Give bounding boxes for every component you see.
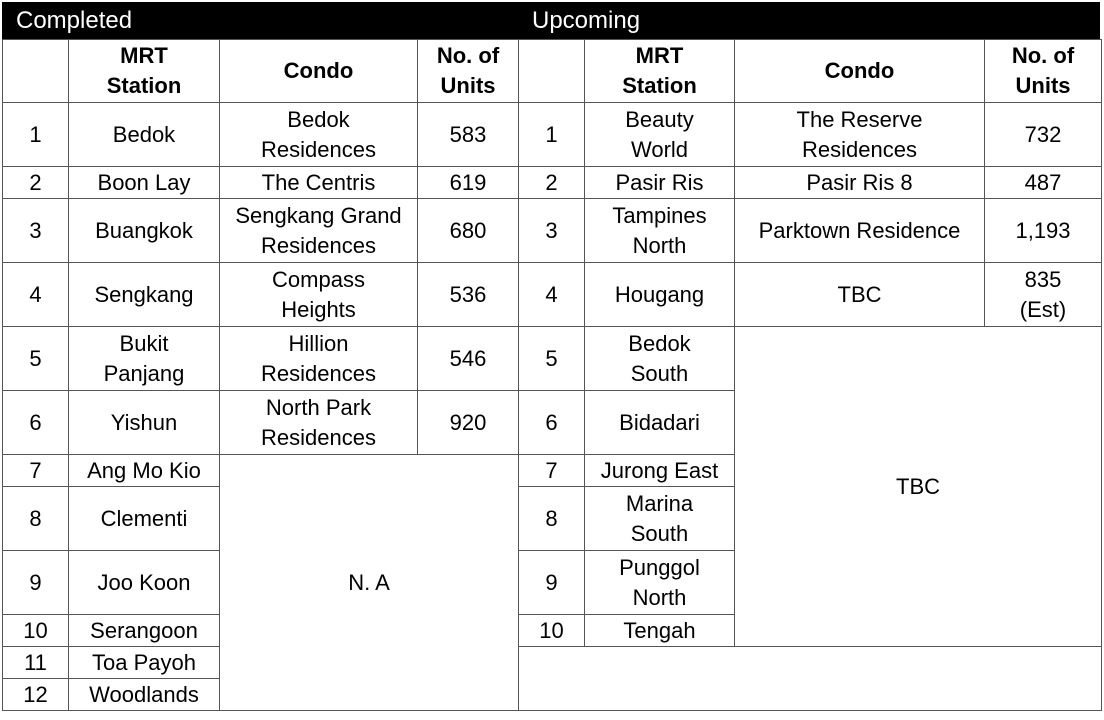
- upcoming-station-name: Bidadari: [585, 391, 735, 455]
- completed-station-name: Yishun: [69, 391, 220, 455]
- completed-row-number: 9: [3, 551, 69, 615]
- upcoming-condo-name: Pasir Ris 8: [735, 167, 985, 199]
- upcoming-row-number: 3: [519, 199, 585, 263]
- completed-unit-count: 680: [418, 199, 519, 263]
- upcoming-station-name: Beauty World: [585, 103, 735, 167]
- table-header-bar: [2, 2, 1100, 39]
- completed-row-number: 7: [3, 455, 69, 487]
- completed-station-name: Serangoon: [69, 615, 220, 647]
- table-row: [3, 647, 1102, 679]
- completed-unit-count: 619: [418, 167, 519, 199]
- completed-row-number: 10: [3, 615, 69, 647]
- completed-station-name: Woodlands: [69, 679, 220, 711]
- upcoming-row-number: 6: [519, 391, 585, 455]
- upcoming-row-number: 2: [519, 167, 585, 199]
- upcoming-row-number: 8: [519, 487, 585, 551]
- upcoming-row-number: 10: [519, 615, 585, 647]
- upcoming-units-header: No. of Units: [985, 40, 1102, 103]
- completed-condo-name: Compass Heights: [220, 263, 418, 327]
- table-row: [3, 263, 1102, 327]
- upcoming-condo-name: Parktown Residence: [735, 199, 985, 263]
- upcoming-unit-count: 732: [985, 103, 1102, 167]
- completed-row-number: 1: [3, 103, 69, 167]
- upcoming-station-name: Tengah: [585, 615, 735, 647]
- completed-row-number: 12: [3, 679, 69, 711]
- completed-station-name: Ang Mo Kio: [69, 455, 220, 487]
- completed-station-name: Sengkang: [69, 263, 220, 327]
- upcoming-row-number: 5: [519, 327, 585, 391]
- column-header-row: [3, 40, 1102, 103]
- completed-unit-count: 536: [418, 263, 519, 327]
- upcoming-row-number: 7: [519, 455, 585, 487]
- completed-row-number: 5: [3, 327, 69, 391]
- completed-row-number: 3: [3, 199, 69, 263]
- upcoming-station-name: Jurong East: [585, 455, 735, 487]
- completed-no-header: [3, 40, 69, 103]
- completed-condo-name: North Park Residences: [220, 391, 418, 455]
- completed-station-name: Clementi: [69, 487, 220, 551]
- upcoming-unit-count: 1,193: [985, 199, 1102, 263]
- upcoming-heading: Upcoming: [532, 7, 641, 34]
- completed-condo-name: Sengkang Grand Residences: [220, 199, 418, 263]
- table-row: [3, 199, 1102, 263]
- completed-condo-name: Hillion Residences: [220, 327, 418, 391]
- completed-unit-count: 920: [418, 391, 519, 455]
- upcoming-row-number: 1: [519, 103, 585, 167]
- upcoming-station-name: Tampines North: [585, 199, 735, 263]
- completed-unit-count: 583: [418, 103, 519, 167]
- completed-units-header: No. of Units: [418, 40, 519, 103]
- completed-station-name: Boon Lay: [69, 167, 220, 199]
- upcoming-empty-area: [519, 647, 1102, 711]
- completed-station-name: Joo Koon: [69, 551, 220, 615]
- completed-condo-name: Bedok Residences: [220, 103, 418, 167]
- upcoming-tbc-cell: TBC: [735, 327, 1102, 647]
- table-row: [3, 167, 1102, 199]
- completed-condo-header: Condo: [220, 40, 418, 103]
- upcoming-unit-count: 487: [985, 167, 1102, 199]
- completed-unit-count: 546: [418, 327, 519, 391]
- completed-row-number: 6: [3, 391, 69, 455]
- completed-heading: Completed: [16, 7, 133, 34]
- upcoming-station-name: Punggol North: [585, 551, 735, 615]
- upcoming-condo-name: TBC: [735, 263, 985, 327]
- mrt-condo-table: [2, 39, 1102, 711]
- upcoming-unit-count: 835 (Est): [985, 263, 1102, 327]
- table-row: [3, 327, 1102, 391]
- upcoming-condo-header: Condo: [735, 40, 985, 103]
- upcoming-row-number: 9: [519, 551, 585, 615]
- completed-station-name: Bedok: [69, 103, 220, 167]
- completed-station-name: Toa Payoh: [69, 647, 220, 679]
- upcoming-station-name: Marina South: [585, 487, 735, 551]
- completed-station-name: Buangkok: [69, 199, 220, 263]
- upcoming-no-header: [519, 40, 585, 103]
- upcoming-row-number: 4: [519, 263, 585, 327]
- completed-row-number: 8: [3, 487, 69, 551]
- completed-station-header: MRT Station: [69, 40, 220, 103]
- completed-row-number: 4: [3, 263, 69, 327]
- table-row: [3, 103, 1102, 167]
- completed-condo-name: The Centris: [220, 167, 418, 199]
- upcoming-condo-name: The Reserve Residences: [735, 103, 985, 167]
- upcoming-station-name: Bedok South: [585, 327, 735, 391]
- upcoming-station-header: MRT Station: [585, 40, 735, 103]
- upcoming-station-name: Pasir Ris: [585, 167, 735, 199]
- completed-row-number: 11: [3, 647, 69, 679]
- completed-na-cell: N. A: [220, 455, 519, 711]
- upcoming-station-name: Hougang: [585, 263, 735, 327]
- completed-row-number: 2: [3, 167, 69, 199]
- completed-station-name: Bukit Panjang: [69, 327, 220, 391]
